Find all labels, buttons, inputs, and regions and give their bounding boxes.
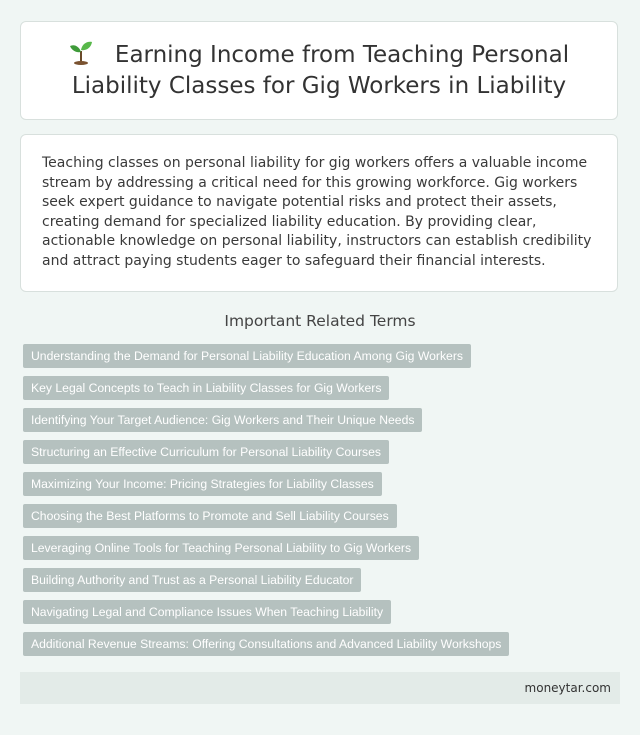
title-card <box>20 21 618 120</box>
intro-card <box>20 134 618 292</box>
list-item <box>23 376 509 400</box>
footer-site: moneytar.com <box>524 681 611 695</box>
related-term-link[interactable]: Building Authority and Trust as a Personal Liability Educator <box>23 568 361 592</box>
list-item <box>23 504 509 528</box>
related-term-link[interactable]: Key Legal Concepts to Teach in Liability Classes for Gig Workers <box>23 376 389 400</box>
page-title <box>41 39 597 102</box>
related-terms-list <box>23 344 509 664</box>
related-term-link[interactable]: Additional Revenue Streams: Offering Consultations and Advanced Liability Workshops <box>23 632 509 656</box>
list-item <box>23 472 509 496</box>
list-item <box>23 536 509 560</box>
related-terms-heading: Important Related Terms <box>224 312 416 330</box>
list-item <box>23 344 509 368</box>
page-title-text: Earning Income from Teaching Personal Liability Classes for Gig Workers in Liability <box>71 42 570 99</box>
list-item <box>23 600 509 624</box>
related-term-link[interactable]: Maximizing Your Income: Pricing Strategies for Liability Classes <box>23 472 382 496</box>
related-term-link[interactable]: Understanding the Demand for Personal Liability Education Among Gig Workers <box>23 344 471 368</box>
related-term-link[interactable]: Choosing the Best Platforms to Promote and Sell Liability Courses <box>23 504 397 528</box>
list-item <box>23 568 509 592</box>
related-term-link[interactable]: Navigating Legal and Compliance Issues When Teaching Liability <box>23 600 391 624</box>
seedling-icon <box>69 39 93 65</box>
list-item <box>23 440 509 464</box>
footer <box>20 672 620 704</box>
related-term-link[interactable]: Identifying Your Target Audience: Gig Workers and Their Unique Needs <box>23 408 422 432</box>
related-term-link[interactable]: Structuring an Effective Curriculum for Personal Liability Courses <box>23 440 389 464</box>
list-item <box>23 632 509 656</box>
list-item <box>23 408 509 432</box>
intro-paragraph: Teaching classes on personal liability for gig workers offers a valuable income stream by addressing a critical need for this growing workforce. Gig workers seek expert guidance to navigate potential risks and protect their assets, creating demand for specialized liability education. By providing clear, actionable knowledge on personal liability, instructors can establish credibility and attract paying students eager to safeguard their financial interests. <box>42 155 592 269</box>
related-term-link[interactable]: Leveraging Online Tools for Teaching Personal Liability to Gig Workers <box>23 536 419 560</box>
